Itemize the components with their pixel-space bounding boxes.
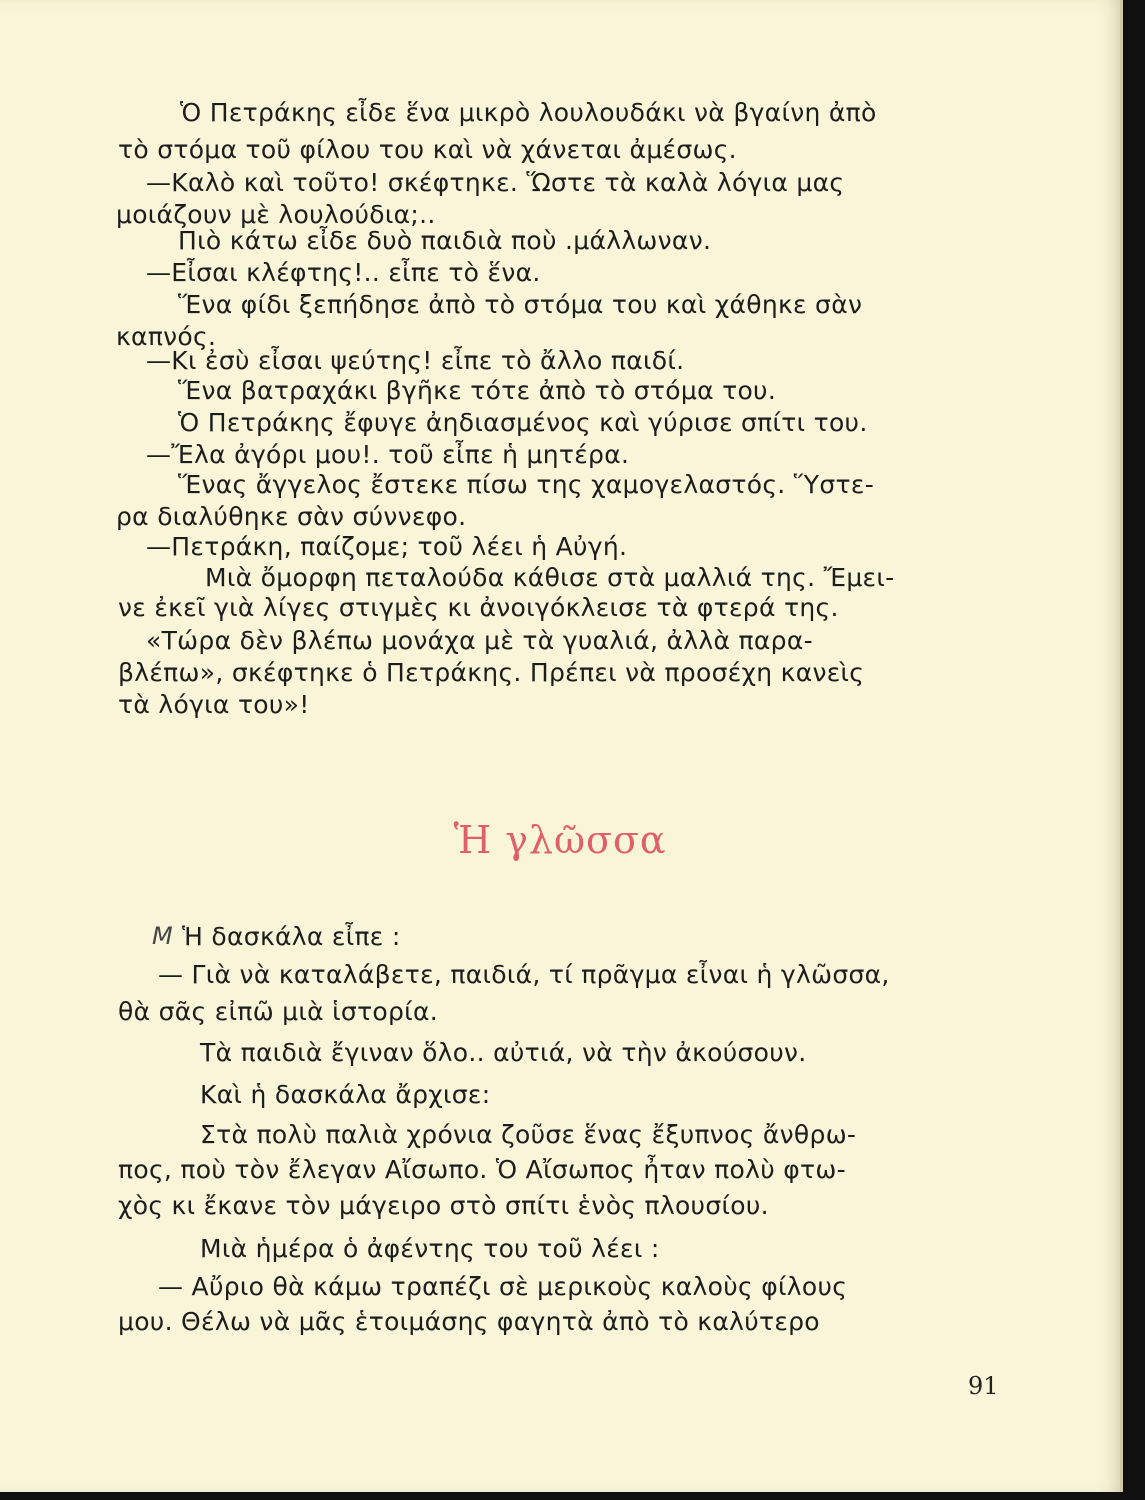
text-line: πος, ποὺ τὸν ἔλεγαν Αἴσωπο. Ὁ Αἴσωπος ἦταν πολὺ φτω- (118, 1155, 846, 1184)
section-title: Ἡ γλῶσσα (453, 818, 667, 862)
text-line: νε ἐκεῖ γιὰ λίγες στιγμὲς κι ἀνοιγόκλεισε τὰ φτερά της. (118, 593, 839, 622)
text-line: Καὶ ἡ δασκάλα ἄρχισε: (200, 1080, 491, 1109)
text-line: —Ἔλα ἀγόρι μου!. τοῦ εἶπε ἡ μητέρα. (146, 440, 630, 469)
text-line: καπνός. (116, 322, 217, 351)
text-line: —Καλὸ καὶ τοῦτο! σκέφτηκε. Ὥστε τὰ καλὰ λόγια μας (146, 168, 845, 197)
text-line: θὰ σᾶς εἰπῶ μιὰ ἱστορία. (118, 997, 438, 1026)
text-line: Ἡ δασκάλα εἶπε : (182, 922, 401, 951)
text-line: —Πετράκη, παίζομε; τοῦ λέει ἡ Αὐγή. (146, 532, 628, 561)
text-line: Ὁ Πετράκης εἶδε ἕνα μικρὸ λουλουδάκι νὰ βγαίνη ἀπὸ (180, 98, 877, 127)
text-line: ρα διαλύθηκε σὰν σύννεφο. (116, 502, 467, 531)
text-line: Ἕνα φίδι ξεπήδησε ἀπὸ τὸ στόμα του καὶ χάθηκε σὰν (178, 290, 863, 319)
text-line: μου. Θέλω νὰ μᾶς ἑτοιμάσης φαγητὰ ἀπὸ τὸ καλύτερο (118, 1307, 820, 1336)
margin-mark: M (152, 922, 173, 950)
text-line: —Κι ἐσὺ εἶσαι ψεύτης! εἶπε τὸ ἄλλο παιδί. (146, 346, 685, 375)
text-line: — Γιὰ νὰ καταλάβετε, παιδιά, τί πρᾶγμα εἶναι ἡ γλῶσσα, (158, 960, 890, 989)
text-line: «Τώρα δὲν βλέπω μονάχα μὲ τὰ γυαλιά, ἀλλὰ παρα- (146, 626, 813, 655)
text-line: —Εἶσαι κλέφτης!.. εἶπε τὸ ἕνα. (146, 258, 541, 287)
text-line: Μιὰ ἡμέρα ὁ ἀφέντης του τοῦ λέει : (200, 1234, 660, 1263)
text-line: Τὰ παιδιὰ ἔγιναν ὅλο.. αὐτιά, νὰ τὴν ἀκούσουν. (200, 1038, 807, 1067)
text-line: χὸς κι ἔκανε τὸν μάγειρο στὸ σπίτι ἑνὸς πλουσίου. (118, 1191, 769, 1220)
page-number: 91 (968, 1372, 999, 1400)
text-line: τὰ λόγια του»! (118, 690, 310, 719)
text-line: τὸ στόμα τοῦ φίλου του καὶ νὰ χάνεται ἀμέσως. (118, 135, 737, 164)
text-line: Στὰ πολὺ παλιὰ χρόνια ζοῦσε ἕνας ἔξυπνος ἄνθρω- (200, 1120, 857, 1149)
text-line: — Αὔριο θὰ κάμω τραπέζι σὲ μερικοὺς καλοὺς φίλους (158, 1272, 848, 1301)
text-line: Μιὰ ὄμορφη πεταλούδα κάθισε στὰ μαλλιά της. Ἔμει- (205, 563, 895, 592)
text-line: μοιάζουν μὲ λουλούδια;.. (116, 200, 436, 229)
text-line: βλέπω», σκέφτηκε ὁ Πετράκης. Πρέπει νὰ προσέχη κανεὶς (118, 658, 865, 687)
text-line: Ἕνας ἄγγελος ἔστεκε πίσω της χαμογελαστός. Ὕστε- (178, 470, 875, 499)
text-line: Ὁ Πετράκης ἔφυγε ἀηδιασμένος καὶ γύρισε σπίτι του. (178, 408, 868, 437)
text-line: Ἕνα βατραχάκι βγῆκε τότε ἀπὸ τὸ στόμα του. (178, 376, 777, 405)
text-line: Πιὸ κάτω εἶδε δυὸ παιδιὰ ποὺ .μάλλωναν. (178, 226, 712, 255)
